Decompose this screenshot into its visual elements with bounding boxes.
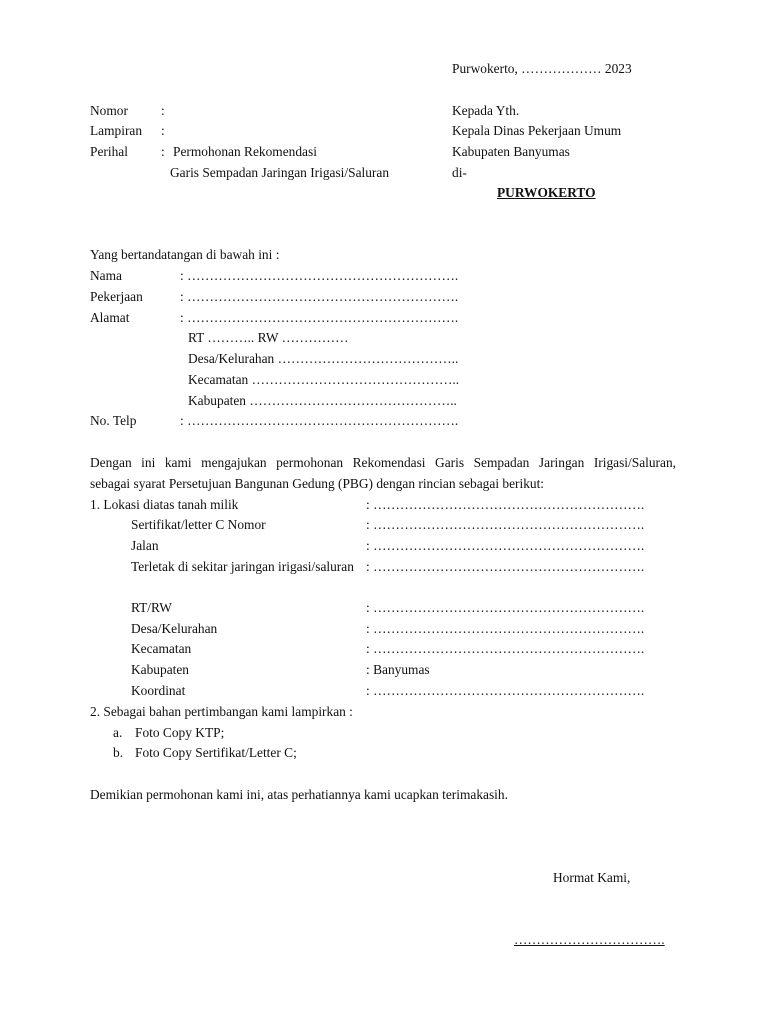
perihal-colon: : [161, 144, 165, 159]
recipient-line4: di- [452, 165, 467, 180]
item1-label: 1. Lokasi diatas tanah milik [90, 497, 239, 512]
kabupaten-value: : Banyumas [366, 662, 430, 677]
request-paragraph-line2: sebagai syarat Persetujuan Bangunan Gedung (PBG) dengan rincian sebagai berikut: [90, 476, 545, 491]
pekerjaan-label: Pekerjaan [90, 289, 143, 304]
koordinat-field: : ……………………………………………………. [366, 683, 645, 698]
lampiran-colon: : [161, 123, 165, 138]
pekerjaan-field: : ……………………………………………………. [180, 289, 459, 304]
place-date: Purwokerto, ……………… 2023 [452, 61, 632, 76]
signature-salutation: Hormat Kami, [553, 870, 631, 885]
sub-b-text: Foto Copy Sertifikat/Letter C; [135, 745, 297, 760]
jalan-field: : ……………………………………………………. [366, 538, 645, 553]
alamat-kabupaten: Kabupaten ……………………………………….. [188, 393, 457, 408]
item2-label: 2. Sebagai bahan pertimbangan kami lampirkan : [90, 704, 353, 719]
signature-name-blank: ……………………………. [514, 932, 665, 947]
sub-b-marker: b. [113, 745, 124, 760]
alamat-kecamatan: Kecamatan ……………………………………….. [188, 372, 460, 387]
recipient-line3: Kabupaten Banyumas [452, 144, 570, 159]
kabupaten-label: Kabupaten [131, 662, 190, 677]
lampiran-label: Lampiran [90, 123, 143, 138]
alamat-rt-rw: RT ……….. RW …………… [188, 330, 349, 345]
recipient-city: PURWOKERTO [497, 185, 596, 200]
sub-a-text: Foto Copy KTP; [135, 725, 225, 740]
desa-label: Desa/Kelurahan [131, 621, 218, 636]
rtrw-label: RT/RW [131, 600, 172, 615]
applicant-intro: Yang bertandatangan di bawah ini : [90, 247, 280, 262]
sertifikat-label: Sertifikat/letter C Nomor [131, 517, 266, 532]
alamat-desa: Desa/Kelurahan ………………………………….. [188, 351, 459, 366]
sertifikat-field: : ……………………………………………………. [366, 517, 645, 532]
perihal-label: Perihal [90, 144, 128, 159]
recipient-line2: Kepala Dinas Pekerjaan Umum [452, 123, 622, 138]
item1-field: : ……………………………………………………. [366, 497, 645, 512]
nomor-label: Nomor [90, 103, 128, 118]
nomor-colon: : [161, 103, 165, 118]
jalan-label: Jalan [131, 538, 159, 553]
terletak-label: Terletak di sekitar jaringan irigasi/saluran [131, 559, 354, 574]
recipient-line1: Kepada Yth. [452, 103, 520, 118]
kecamatan-field: : ……………………………………………………. [366, 641, 645, 656]
perihal-line2: Garis Sempadan Jaringan Irigasi/Saluran [170, 165, 390, 180]
desa-field: : ……………………………………………………. [366, 621, 645, 636]
alamat-field: : ……………………………………………………. [180, 310, 459, 325]
nama-label: Nama [90, 268, 122, 283]
terletak-field: : ……………………………………………………. [366, 559, 645, 574]
closing-sentence: Demikian permohonan kami ini, atas perhatiannya kami ucapkan terimakasih. [90, 787, 508, 802]
nama-field: : ……………………………………………………. [180, 268, 459, 283]
request-paragraph-line1: Dengan ini kami mengajukan permohonan Rekomendasi Garis Sempadan Jaringan Irigasi/Saluran, [90, 455, 676, 470]
telp-field: : ……………………………………………………. [180, 413, 459, 428]
rtrw-field: : ……………………………………………………. [366, 600, 645, 615]
sub-a-marker: a. [113, 725, 123, 740]
perihal-line1: Permohonan Rekomendasi [173, 144, 317, 159]
alamat-label: Alamat [90, 310, 130, 325]
telp-label: No. Telp [90, 413, 137, 428]
koordinat-label: Koordinat [131, 683, 186, 698]
kecamatan-label: Kecamatan [131, 641, 192, 656]
